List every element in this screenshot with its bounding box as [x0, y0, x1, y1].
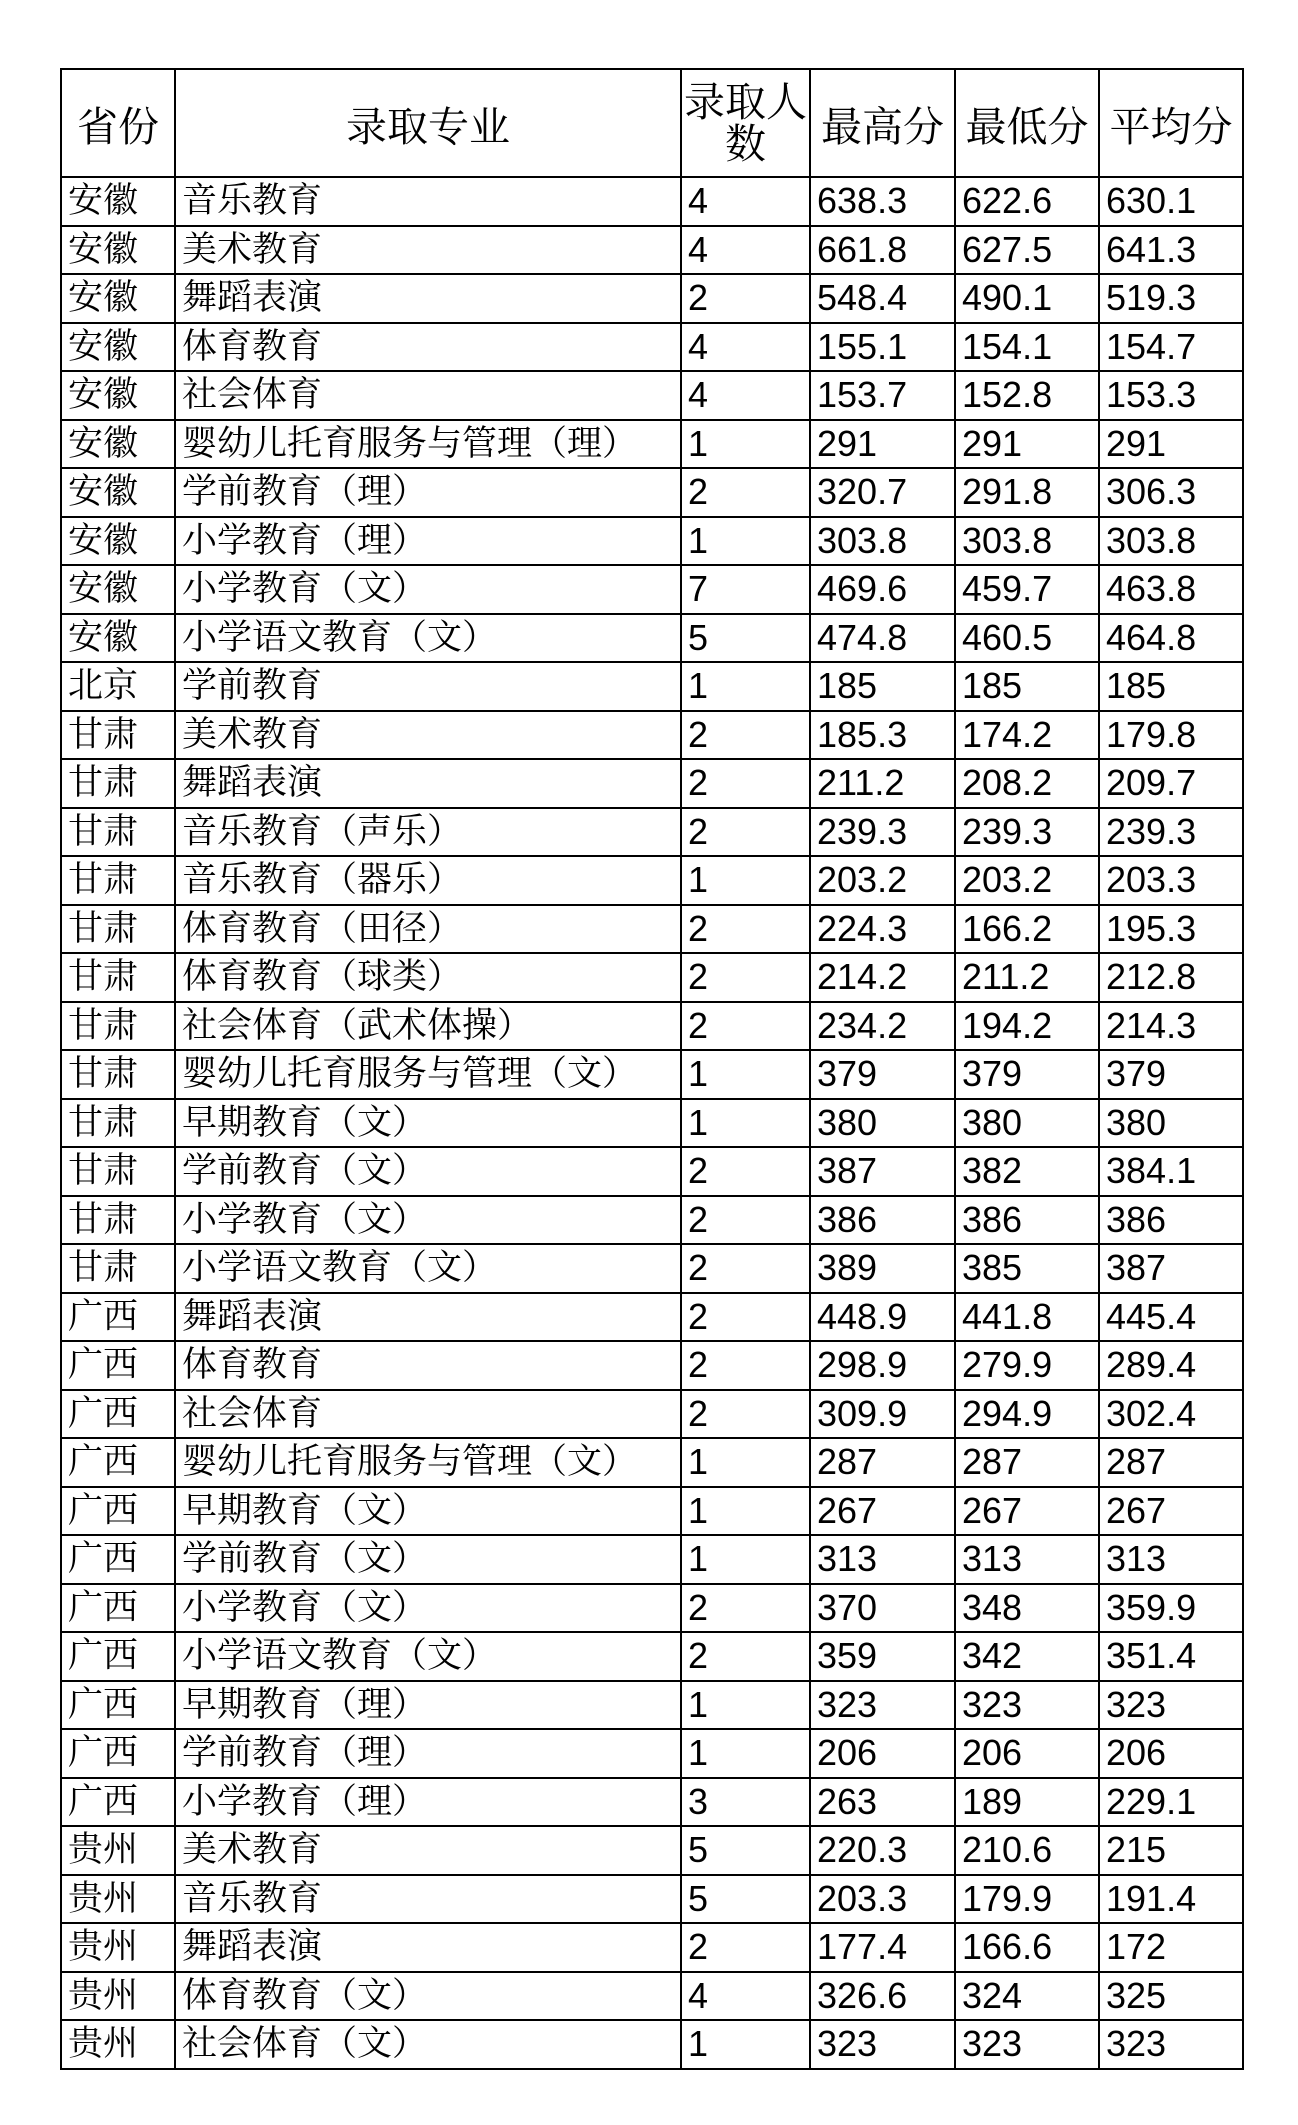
- max-score-cell: 291: [810, 420, 955, 469]
- max-score-cell: 359: [810, 1632, 955, 1681]
- province-cell: 广西: [61, 1487, 175, 1536]
- avg-score-cell: 384.1: [1099, 1147, 1243, 1196]
- table-row: [61, 1729, 1243, 1778]
- avg-score-cell: 464.8: [1099, 614, 1243, 663]
- avg-score-cell: 191.4: [1099, 1875, 1243, 1924]
- major-cell: 社会体育（武术体操）: [175, 1002, 681, 1051]
- major-cell: 小学语文教育（文）: [175, 614, 681, 663]
- province-cell: 广西: [61, 1341, 175, 1390]
- major-cell: 美术教育: [175, 1826, 681, 1875]
- max-score-cell: 389: [810, 1244, 955, 1293]
- min-score-cell: 210.6: [955, 1826, 1099, 1875]
- avg-score-cell: 215: [1099, 1826, 1243, 1875]
- max-score-cell: 267: [810, 1487, 955, 1536]
- province-cell: 贵州: [61, 2020, 175, 2069]
- min-score-cell: 323: [955, 1681, 1099, 1730]
- min-score-cell: 185: [955, 662, 1099, 711]
- table-row: [61, 1875, 1243, 1924]
- min-score-cell: 382: [955, 1147, 1099, 1196]
- count-cell: 4: [681, 1972, 810, 2021]
- max-score-cell: 185.3: [810, 711, 955, 760]
- province-cell: 贵州: [61, 1875, 175, 1924]
- max-score-cell: 323: [810, 2020, 955, 2069]
- table-row: [61, 759, 1243, 808]
- table-row: [61, 565, 1243, 614]
- major-cell: 学前教育（理）: [175, 468, 681, 517]
- max-score-cell: 239.3: [810, 808, 955, 857]
- max-score-cell: 303.8: [810, 517, 955, 566]
- province-cell: 广西: [61, 1584, 175, 1633]
- max-score-cell: 548.4: [810, 274, 955, 323]
- table-row: [61, 1196, 1243, 1245]
- province-cell: 安徽: [61, 226, 175, 275]
- max-score-cell: 448.9: [810, 1293, 955, 1342]
- max-score-cell: 153.7: [810, 371, 955, 420]
- province-cell: 甘肃: [61, 1099, 175, 1148]
- table-row: [61, 1923, 1243, 1972]
- province-cell: 安徽: [61, 614, 175, 663]
- count-cell: 1: [681, 1535, 810, 1584]
- min-score-cell: 267: [955, 1487, 1099, 1536]
- header-count: 录取人数: [681, 69, 810, 177]
- major-cell: 音乐教育: [175, 1875, 681, 1924]
- major-cell: 体育教育（文）: [175, 1972, 681, 2021]
- count-cell: 5: [681, 1875, 810, 1924]
- province-cell: 甘肃: [61, 1147, 175, 1196]
- min-score-cell: 294.9: [955, 1390, 1099, 1439]
- avg-score-cell: 289.4: [1099, 1341, 1243, 1390]
- major-cell: 早期教育（文）: [175, 1099, 681, 1148]
- count-cell: 4: [681, 323, 810, 372]
- table-row: [61, 1293, 1243, 1342]
- avg-score-cell: 209.7: [1099, 759, 1243, 808]
- max-score-cell: 206: [810, 1729, 955, 1778]
- max-score-cell: 185: [810, 662, 955, 711]
- avg-score-cell: 387: [1099, 1244, 1243, 1293]
- avg-score-cell: 291: [1099, 420, 1243, 469]
- avg-score-cell: 323: [1099, 2020, 1243, 2069]
- province-cell: 甘肃: [61, 711, 175, 760]
- count-cell: 2: [681, 1244, 810, 1293]
- avg-score-cell: 172: [1099, 1923, 1243, 1972]
- count-cell: 2: [681, 905, 810, 954]
- count-cell: 4: [681, 177, 810, 226]
- min-score-cell: 490.1: [955, 274, 1099, 323]
- major-cell: 体育教育（球类）: [175, 953, 681, 1002]
- avg-score-cell: 519.3: [1099, 274, 1243, 323]
- max-score-cell: 211.2: [810, 759, 955, 808]
- province-cell: 甘肃: [61, 953, 175, 1002]
- major-cell: 婴幼儿托育服务与管理（文）: [175, 1438, 681, 1487]
- min-score-cell: 174.2: [955, 711, 1099, 760]
- major-cell: 小学教育（文）: [175, 1196, 681, 1245]
- count-cell: 2: [681, 1341, 810, 1390]
- table-row: [61, 808, 1243, 857]
- count-cell: 1: [681, 517, 810, 566]
- min-score-cell: 313: [955, 1535, 1099, 1584]
- major-cell: 社会体育（文）: [175, 2020, 681, 2069]
- max-score-cell: 323: [810, 1681, 955, 1730]
- table-row: [61, 177, 1243, 226]
- province-cell: 安徽: [61, 517, 175, 566]
- table-row: [61, 1826, 1243, 1875]
- min-score-cell: 459.7: [955, 565, 1099, 614]
- min-score-cell: 179.9: [955, 1875, 1099, 1924]
- count-cell: 2: [681, 711, 810, 760]
- table-row: [61, 1147, 1243, 1196]
- province-cell: 广西: [61, 1681, 175, 1730]
- avg-score-cell: 380: [1099, 1099, 1243, 1148]
- avg-score-cell: 212.8: [1099, 953, 1243, 1002]
- max-score-cell: 387: [810, 1147, 955, 1196]
- max-score-cell: 203.3: [810, 1875, 955, 1924]
- table-row: [61, 420, 1243, 469]
- min-score-cell: 279.9: [955, 1341, 1099, 1390]
- max-score-cell: 386: [810, 1196, 955, 1245]
- header-max-score: 最高分: [810, 69, 955, 177]
- max-score-cell: 287: [810, 1438, 955, 1487]
- major-cell: 体育教育（田径）: [175, 905, 681, 954]
- province-cell: 贵州: [61, 1923, 175, 1972]
- avg-score-cell: 463.8: [1099, 565, 1243, 614]
- count-cell: 5: [681, 614, 810, 663]
- count-cell: 1: [681, 856, 810, 905]
- major-cell: 体育教育: [175, 323, 681, 372]
- province-cell: 安徽: [61, 371, 175, 420]
- major-cell: 舞蹈表演: [175, 1923, 681, 1972]
- min-score-cell: 627.5: [955, 226, 1099, 275]
- avg-score-cell: 239.3: [1099, 808, 1243, 857]
- avg-score-cell: 206: [1099, 1729, 1243, 1778]
- max-score-cell: 661.8: [810, 226, 955, 275]
- min-score-cell: 154.1: [955, 323, 1099, 372]
- major-cell: 舞蹈表演: [175, 1293, 681, 1342]
- table-row: [61, 1050, 1243, 1099]
- province-cell: 甘肃: [61, 905, 175, 954]
- avg-score-cell: 325: [1099, 1972, 1243, 2021]
- min-score-cell: 291.8: [955, 468, 1099, 517]
- count-cell: 2: [681, 1584, 810, 1633]
- major-cell: 学前教育: [175, 662, 681, 711]
- province-cell: 广西: [61, 1632, 175, 1681]
- table-row: [61, 2020, 1243, 2069]
- count-cell: 3: [681, 1778, 810, 1827]
- major-cell: 小学教育（文）: [175, 1584, 681, 1633]
- count-cell: 1: [681, 662, 810, 711]
- min-score-cell: 166.2: [955, 905, 1099, 954]
- major-cell: 音乐教育（器乐）: [175, 856, 681, 905]
- major-cell: 早期教育（理）: [175, 1681, 681, 1730]
- avg-score-cell: 302.4: [1099, 1390, 1243, 1439]
- province-cell: 甘肃: [61, 808, 175, 857]
- table-row: [61, 905, 1243, 954]
- count-cell: 2: [681, 1293, 810, 1342]
- max-score-cell: 224.3: [810, 905, 955, 954]
- major-cell: 音乐教育: [175, 177, 681, 226]
- min-score-cell: 206: [955, 1729, 1099, 1778]
- province-cell: 广西: [61, 1729, 175, 1778]
- major-cell: 舞蹈表演: [175, 759, 681, 808]
- province-cell: 广西: [61, 1438, 175, 1487]
- avg-score-cell: 641.3: [1099, 226, 1243, 275]
- major-cell: 小学语文教育（文）: [175, 1244, 681, 1293]
- major-cell: 婴幼儿托育服务与管理（理）: [175, 420, 681, 469]
- major-cell: 早期教育（文）: [175, 1487, 681, 1536]
- count-cell: 2: [681, 808, 810, 857]
- table-row: [61, 468, 1243, 517]
- avg-score-cell: 287: [1099, 1438, 1243, 1487]
- avg-score-cell: 185: [1099, 662, 1243, 711]
- major-cell: 体育教育: [175, 1341, 681, 1390]
- table-row: [61, 371, 1243, 420]
- table-row: [61, 1681, 1243, 1730]
- avg-score-cell: 153.3: [1099, 371, 1243, 420]
- table-row: [61, 953, 1243, 1002]
- header-major: 录取专业: [175, 69, 681, 177]
- table-row: [61, 1002, 1243, 1051]
- table-row: [61, 1390, 1243, 1439]
- min-score-cell: 208.2: [955, 759, 1099, 808]
- avg-score-cell: 351.4: [1099, 1632, 1243, 1681]
- major-cell: 舞蹈表演: [175, 274, 681, 323]
- avg-score-cell: 229.1: [1099, 1778, 1243, 1827]
- province-cell: 广西: [61, 1778, 175, 1827]
- province-cell: 安徽: [61, 274, 175, 323]
- major-cell: 美术教育: [175, 226, 681, 275]
- min-score-cell: 441.8: [955, 1293, 1099, 1342]
- header-min-score: 最低分: [955, 69, 1099, 177]
- count-cell: 2: [681, 1390, 810, 1439]
- max-score-cell: 313: [810, 1535, 955, 1584]
- table-row: [61, 1535, 1243, 1584]
- avg-score-cell: 386: [1099, 1196, 1243, 1245]
- province-cell: 广西: [61, 1535, 175, 1584]
- max-score-cell: 177.4: [810, 1923, 955, 1972]
- min-score-cell: 211.2: [955, 953, 1099, 1002]
- major-cell: 社会体育: [175, 371, 681, 420]
- avg-score-cell: 214.3: [1099, 1002, 1243, 1051]
- table-row: [61, 226, 1243, 275]
- avg-score-cell: 195.3: [1099, 905, 1243, 954]
- province-cell: 甘肃: [61, 1050, 175, 1099]
- count-cell: 2: [681, 1147, 810, 1196]
- max-score-cell: 298.9: [810, 1341, 955, 1390]
- count-cell: 1: [681, 1050, 810, 1099]
- major-cell: 小学教育（理）: [175, 1778, 681, 1827]
- avg-score-cell: 313: [1099, 1535, 1243, 1584]
- table-row: [61, 1438, 1243, 1487]
- province-cell: 广西: [61, 1390, 175, 1439]
- min-score-cell: 239.3: [955, 808, 1099, 857]
- count-cell: 2: [681, 953, 810, 1002]
- min-score-cell: 622.6: [955, 177, 1099, 226]
- province-cell: 甘肃: [61, 1002, 175, 1051]
- min-score-cell: 203.2: [955, 856, 1099, 905]
- max-score-cell: 326.6: [810, 1972, 955, 2021]
- province-cell: 甘肃: [61, 1244, 175, 1293]
- header-row: [61, 69, 1243, 177]
- count-cell: 2: [681, 1632, 810, 1681]
- count-cell: 1: [681, 1438, 810, 1487]
- table-row: [61, 1244, 1243, 1293]
- count-cell: 2: [681, 759, 810, 808]
- avg-score-cell: 359.9: [1099, 1584, 1243, 1633]
- table-row: [61, 1099, 1243, 1148]
- count-cell: 1: [681, 2020, 810, 2069]
- province-cell: 贵州: [61, 1972, 175, 2021]
- province-cell: 安徽: [61, 177, 175, 226]
- major-cell: 美术教育: [175, 711, 681, 760]
- min-score-cell: 166.6: [955, 1923, 1099, 1972]
- table-row: [61, 711, 1243, 760]
- count-cell: 4: [681, 226, 810, 275]
- count-cell: 2: [681, 274, 810, 323]
- max-score-cell: 309.9: [810, 1390, 955, 1439]
- table-row: [61, 517, 1243, 566]
- min-score-cell: 287: [955, 1438, 1099, 1487]
- table-row: [61, 1341, 1243, 1390]
- table-row: [61, 1632, 1243, 1681]
- table-row: [61, 1487, 1243, 1536]
- count-cell: 1: [681, 420, 810, 469]
- count-cell: 1: [681, 1487, 810, 1536]
- count-cell: 1: [681, 1681, 810, 1730]
- table-row: [61, 614, 1243, 663]
- max-score-cell: 380: [810, 1099, 955, 1148]
- avg-score-cell: 323: [1099, 1681, 1243, 1730]
- province-cell: 安徽: [61, 420, 175, 469]
- min-score-cell: 323: [955, 2020, 1099, 2069]
- major-cell: 学前教育（文）: [175, 1535, 681, 1584]
- avg-score-cell: 303.8: [1099, 517, 1243, 566]
- max-score-cell: 469.6: [810, 565, 955, 614]
- major-cell: 小学教育（文）: [175, 565, 681, 614]
- province-cell: 广西: [61, 1293, 175, 1342]
- max-score-cell: 203.2: [810, 856, 955, 905]
- count-cell: 2: [681, 1196, 810, 1245]
- count-cell: 7: [681, 565, 810, 614]
- count-cell: 5: [681, 1826, 810, 1875]
- max-score-cell: 263: [810, 1778, 955, 1827]
- table-row: [61, 274, 1243, 323]
- table-row: [61, 662, 1243, 711]
- avg-score-cell: 379: [1099, 1050, 1243, 1099]
- max-score-cell: 370: [810, 1584, 955, 1633]
- table-row: [61, 323, 1243, 372]
- table-row: [61, 1972, 1243, 2021]
- header-avg-score: 平均分: [1099, 69, 1243, 177]
- max-score-cell: 220.3: [810, 1826, 955, 1875]
- max-score-cell: 155.1: [810, 323, 955, 372]
- province-cell: 甘肃: [61, 759, 175, 808]
- min-score-cell: 460.5: [955, 614, 1099, 663]
- table-row: [61, 856, 1243, 905]
- major-cell: 婴幼儿托育服务与管理（文）: [175, 1050, 681, 1099]
- count-cell: 2: [681, 1923, 810, 1972]
- header-province: 省份: [61, 69, 175, 177]
- province-cell: 安徽: [61, 565, 175, 614]
- min-score-cell: 189: [955, 1778, 1099, 1827]
- avg-score-cell: 203.3: [1099, 856, 1243, 905]
- min-score-cell: 385: [955, 1244, 1099, 1293]
- avg-score-cell: 445.4: [1099, 1293, 1243, 1342]
- max-score-cell: 214.2: [810, 953, 955, 1002]
- major-cell: 音乐教育（声乐）: [175, 808, 681, 857]
- province-cell: 贵州: [61, 1826, 175, 1875]
- min-score-cell: 324: [955, 1972, 1099, 2021]
- table-row: [61, 1778, 1243, 1827]
- max-score-cell: 638.3: [810, 177, 955, 226]
- avg-score-cell: 630.1: [1099, 177, 1243, 226]
- min-score-cell: 348: [955, 1584, 1099, 1633]
- province-cell: 北京: [61, 662, 175, 711]
- province-cell: 安徽: [61, 323, 175, 372]
- major-cell: 社会体育: [175, 1390, 681, 1439]
- max-score-cell: 320.7: [810, 468, 955, 517]
- min-score-cell: 152.8: [955, 371, 1099, 420]
- min-score-cell: 380: [955, 1099, 1099, 1148]
- min-score-cell: 303.8: [955, 517, 1099, 566]
- admission-score-table: [60, 68, 1244, 2070]
- avg-score-cell: 154.7: [1099, 323, 1243, 372]
- count-cell: 2: [681, 1002, 810, 1051]
- max-score-cell: 474.8: [810, 614, 955, 663]
- min-score-cell: 194.2: [955, 1002, 1099, 1051]
- count-cell: 2: [681, 468, 810, 517]
- avg-score-cell: 306.3: [1099, 468, 1243, 517]
- min-score-cell: 342: [955, 1632, 1099, 1681]
- province-cell: 甘肃: [61, 1196, 175, 1245]
- major-cell: 学前教育（理）: [175, 1729, 681, 1778]
- min-score-cell: 386: [955, 1196, 1099, 1245]
- min-score-cell: 379: [955, 1050, 1099, 1099]
- max-score-cell: 379: [810, 1050, 955, 1099]
- major-cell: 小学教育（理）: [175, 517, 681, 566]
- table-body: [61, 177, 1243, 2069]
- major-cell: 小学语文教育（文）: [175, 1632, 681, 1681]
- avg-score-cell: 179.8: [1099, 711, 1243, 760]
- count-cell: 4: [681, 371, 810, 420]
- province-cell: 甘肃: [61, 856, 175, 905]
- count-cell: 1: [681, 1729, 810, 1778]
- table-row: [61, 1584, 1243, 1633]
- max-score-cell: 234.2: [810, 1002, 955, 1051]
- count-cell: 1: [681, 1099, 810, 1148]
- avg-score-cell: 267: [1099, 1487, 1243, 1536]
- major-cell: 学前教育（文）: [175, 1147, 681, 1196]
- province-cell: 安徽: [61, 468, 175, 517]
- min-score-cell: 291: [955, 420, 1099, 469]
